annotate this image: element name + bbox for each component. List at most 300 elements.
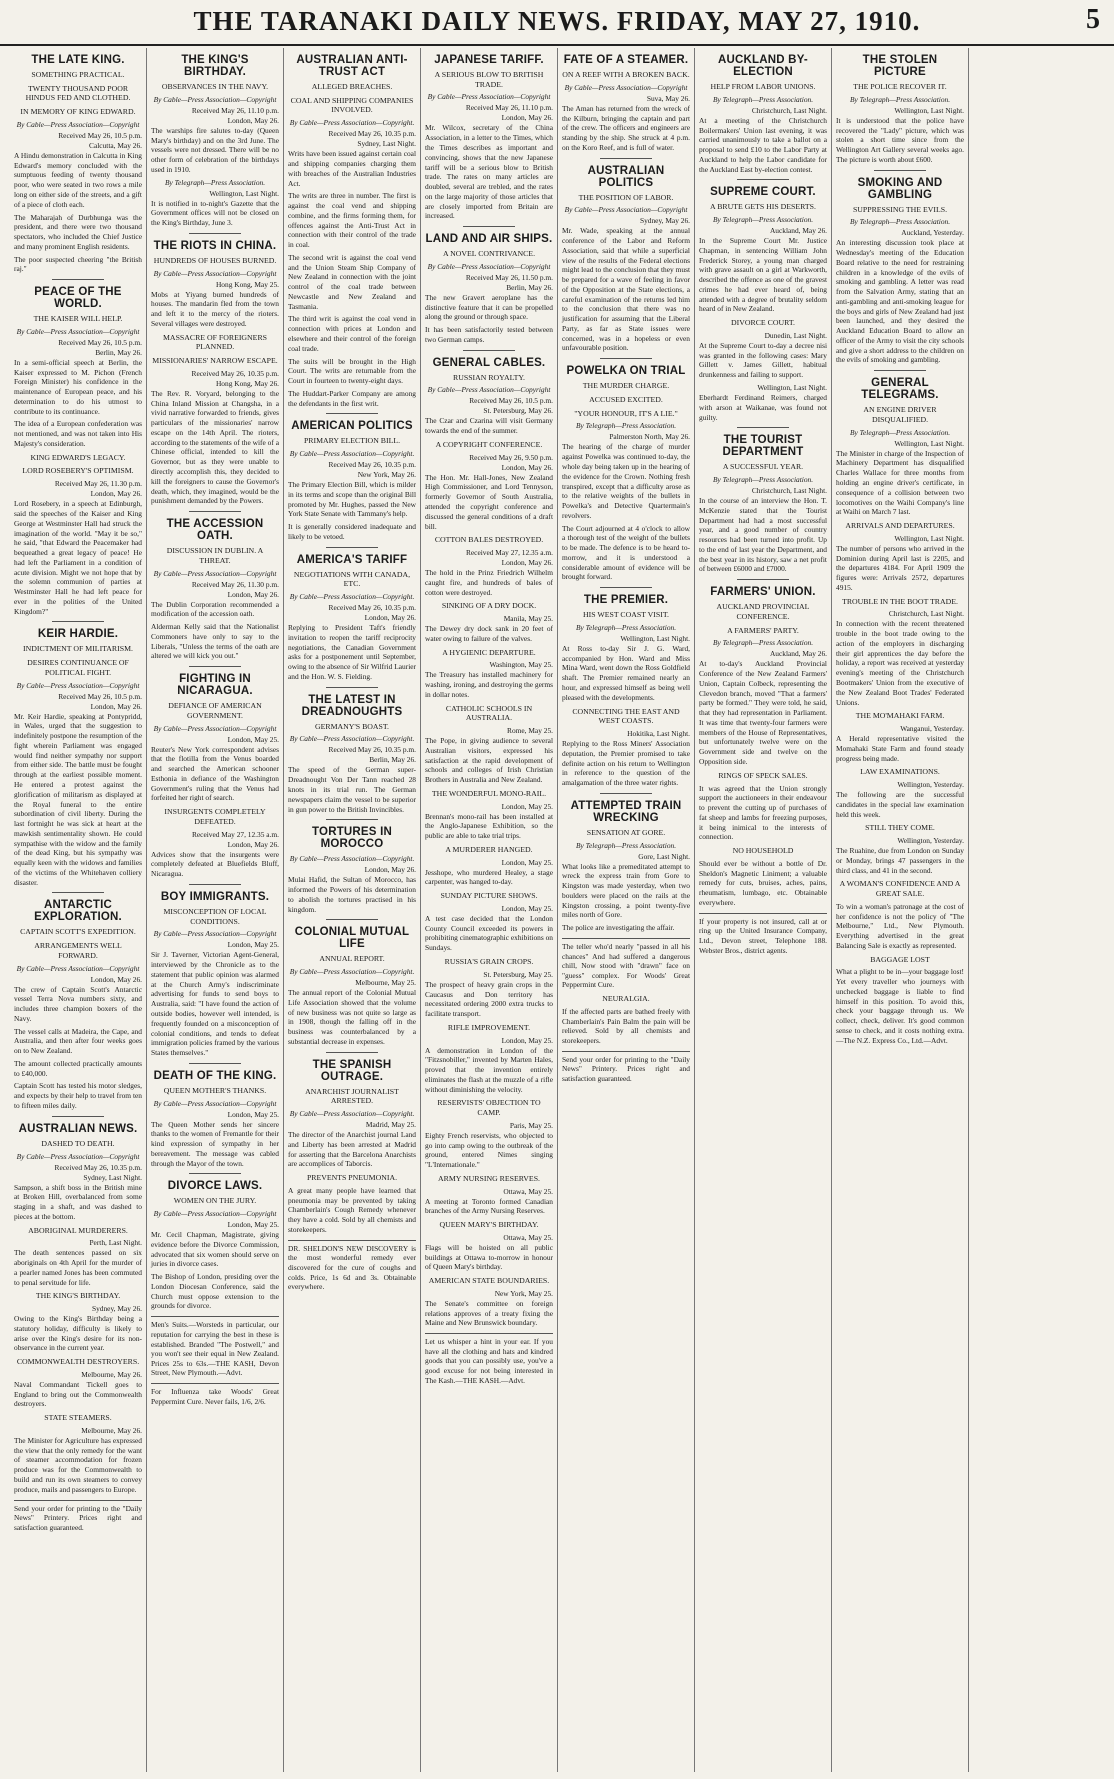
- section-divider: [737, 427, 788, 428]
- article-paragraph: The idea of a European confederation was not mentioned, and was not taken into His Majesty's consideration.: [14, 419, 142, 448]
- article-paragraph: It has been satisfactorily tested between two German camps.: [425, 325, 553, 344]
- article-headline: PEACE OF THE WORLD.: [34, 286, 122, 311]
- article-subheading: A BRUTE GETS HIS DESERTS.: [710, 202, 816, 212]
- article-headline: AMERICA'S TARIFF: [296, 553, 408, 566]
- column-7: [832, 48, 969, 1772]
- dateline: London, May 25.: [227, 940, 279, 950]
- article-paragraph: The Minister in charge of the Inspection of Machinery Department has disqualified Charles Wallace for three months from holding an engine driver's certificate, in consequence of a collision between two locomotives on the Waihi Company's line at Waihi on March 7 last.: [836, 448, 964, 517]
- article-headline: THE STOLEN PICTURE: [862, 54, 938, 78]
- dateline: Auckland, Yesterday.: [901, 228, 964, 238]
- article-subheading: CONNECTING THE EAST AND WEST COASTS.: [572, 706, 680, 726]
- dateline: Melbourne, May 26.: [81, 1425, 142, 1435]
- advertisement: The teller who'd nearly "passed in all his chances" And had suffered a dangerous chill, Now stood with "drawn" face on "guess" complex. For Woods' Great Peppermint Cure.: [562, 938, 690, 990]
- dateline: Sydney, Last Night.: [83, 1172, 142, 1182]
- dateline: London, May 26.: [90, 701, 142, 711]
- dateline: Gore, Last Night.: [638, 851, 690, 861]
- article-paragraph: Naval Commandant Tickell goes to England to bring out the Commonwealth destroyers.: [14, 1379, 142, 1409]
- article-headline: AUCKLAND BY-ELECTION: [718, 54, 808, 78]
- dateline: London, May 25.: [227, 1220, 279, 1230]
- dateline: London, May 26.: [227, 839, 279, 849]
- article-paragraph: The second writ is against the coal vend and the Union Steam Ship Company of New Zealand in connection with the joint control of the coal trade between Newcastle and New Zealand and Tasmania.: [288, 252, 416, 311]
- section-divider: [326, 919, 377, 920]
- dateline: Sydney, May 26.: [91, 1304, 142, 1314]
- byline: By Cable—Press Association—Copyright.: [289, 1109, 415, 1119]
- article-paragraph: The hold in the Prinz Friedrich Wilhelm caught fire, and hundreds of bales of cotton were destroyed.: [425, 568, 553, 597]
- dateline: Wellington, Last Night.: [209, 188, 279, 198]
- article-subheading: NEURALGIA.: [602, 994, 650, 1004]
- dateline: Berlin, May 26.: [506, 282, 553, 292]
- section-divider: [52, 279, 103, 280]
- article-subheading: THE MURDER CHARGE.: [582, 381, 670, 391]
- dateline: Auckland, May 26.: [769, 226, 827, 236]
- section-divider: [189, 233, 240, 234]
- article-headline: SMOKING AND GAMBLING: [857, 176, 943, 201]
- advertisement: Send your order for printing to the "Daily News" Printery. Prices right and satisfaction guaranteed.: [562, 1051, 690, 1084]
- article-subheading: ON A REEF WITH A BROKEN BACK.: [562, 70, 690, 79]
- article-subheading: THE KING'S BIRTHDAY.: [35, 1291, 121, 1301]
- byline: By Cable—Press Association—Copyright: [16, 963, 140, 973]
- article-paragraph: Eberhardt Ferdinand Reimers, charged with arson at Waikanae, was found not guilty.: [699, 392, 827, 422]
- dateline: London, May 25.: [227, 1109, 279, 1119]
- article-subheading: AUCKLAND PROVINCIAL CONFERENCE.: [716, 602, 810, 621]
- section-divider: [326, 1052, 377, 1053]
- article-paragraph: The Minister for Agriculture has expressed the view that the only remedy for the want of steamer accommodation for frozen produce was for the Commonwealth to build and run its own steamers to convey produce, mails and passengers to Europe.: [14, 1435, 142, 1494]
- article-paragraph: Should ever be without a bottle of Dr. Sheldon's Magnetic Liniment; a valuable remedy for cuts, bruises, aches, pains, rheumatism, lumbago, etc. Obtainable everywhere.: [699, 858, 827, 907]
- dateline: New York, May 25.: [494, 1288, 553, 1298]
- article-headline: TORTURES IN MOROCCO: [312, 826, 392, 851]
- article-headline: THE ACCESSION OATH.: [166, 518, 264, 543]
- article-headline: DEATH OF THE KING.: [153, 1069, 277, 1082]
- article-paragraph: The police are investigating the affair.: [562, 923, 675, 933]
- article-subheading: QUEEN MARY'S BIRTHDAY.: [439, 1220, 539, 1230]
- article-subheading: DASHED TO DEATH.: [41, 1138, 115, 1148]
- article-paragraph: The prospect of heavy grain crops in the Caucasus and Don territory has necessitated ordering 2000 extra trucks to facilitate transport.: [425, 979, 553, 1019]
- article-headline: GENERAL CABLES.: [432, 356, 546, 369]
- dateline: Sydney, Last Night.: [357, 139, 416, 149]
- dateline: Ottawa, May 25.: [503, 1232, 553, 1242]
- article-subheading: THE POLICE RECOVER IT.: [853, 82, 947, 91]
- article-subheading: RINGS OF SPECK SALES.: [718, 770, 808, 780]
- article-subheading: ARRIVALS AND DEPARTURES.: [845, 521, 955, 531]
- article-subheading: PREVENTS PNEUMONIA.: [306, 1173, 398, 1183]
- byline: By Cable—Press Association—Copyright: [153, 929, 277, 939]
- article-subheading: GERMANY'S BOAST.: [314, 721, 390, 731]
- article-paragraph: The Queen Mother sends her sincere thanks to the women of Fremantle for their kind expression of sympathy in her bereavement. The message was cabled through the Mayor of the town.: [151, 1119, 279, 1168]
- dateline: Hokitika, Last Night.: [627, 728, 690, 738]
- article-subheading: AN ENGINE DRIVER DISQUALIFIED.: [863, 405, 937, 424]
- article-paragraph: In the Supreme Court Mr. Justice Chapman, in sentencing William John Frederick Storey, a young man charged with grave assault on a girl at Warkworth, described the offence as one of the gravest crimes he had ever heard of, being attended with a degree of brutality seldom heard of in New Zealand.: [699, 236, 827, 314]
- article-paragraph: The Huddart-Parker Company are among the defendants in the first writ.: [288, 388, 416, 408]
- byline: By Telegraph—Press Association.: [575, 622, 677, 632]
- dateline: Washington, May 25.: [489, 660, 553, 670]
- dateline: London, May 26.: [501, 462, 553, 472]
- dateline: Berlin, May 26.: [95, 347, 142, 357]
- article-paragraph: Mr. Wade, speaking at the annual conference of the Labor and Reform Association, said that while a superficial view of the results of the Federal elections might lead to the conclusion that they must be prepared for a wave of feeling in favor of the Opposition at the State elections, a careful examination of the returns led him to the conclusion that there was no justification for assuming that the Liberal Party, as far as State issues were concerned, was in a hopeless or even unfavourable position.: [562, 226, 690, 353]
- dateline: Sydney, May 26.: [639, 216, 690, 226]
- article-subheading: IN MEMORY OF KING EDWARD.: [20, 107, 136, 117]
- dateline: Received May 26, 10.5 p.m.: [58, 337, 142, 347]
- dateline: Melbourne, May 25.: [355, 978, 416, 988]
- section-divider: [189, 884, 240, 885]
- article-subheading: ABORIGINAL MURDERERS.: [28, 1225, 128, 1235]
- dateline: St. Petersburg, May 25.: [483, 969, 553, 979]
- article-subheading: SUPPRESSING THE EVILS.: [852, 204, 948, 214]
- dateline: Received May 26, 10.35 p.m.: [328, 745, 416, 755]
- section-divider: [737, 179, 788, 180]
- article-subheading: A SUCCESSFUL YEAR.: [722, 462, 804, 472]
- article-subheading: STATE STEAMERS.: [44, 1413, 112, 1423]
- byline: By Cable—Press Association—Copyright: [427, 385, 551, 395]
- article-subheading: RESERVISTS' OBJECTION TO CAMP.: [437, 1098, 541, 1118]
- dateline: Received May 26, 10.35 p.m.: [191, 368, 279, 378]
- article-subheading: TROUBLE IN THE BOOT TRADE.: [842, 596, 958, 606]
- article-subheading: ARMY NURSING RESERVES.: [438, 1173, 540, 1183]
- article-headline: FATE OF A STEAMER.: [563, 54, 689, 66]
- article-paragraph: The new Gravert aeroplane has the distinctive feature that it can be propelled along the ground or through space.: [425, 292, 553, 322]
- byline: By Telegraph—Press Association.: [849, 427, 951, 437]
- article-headline: THE PREMIER.: [583, 594, 669, 607]
- byline: By Cable—Press Association—Copyright: [153, 1209, 277, 1219]
- dateline: London, May 25.: [501, 857, 553, 867]
- article-headline: AMERICAN POLITICS: [291, 420, 413, 433]
- column-5: [558, 48, 695, 1772]
- article-subheading: WOMEN ON THE JURY.: [173, 1196, 257, 1206]
- article-subheading: COAL AND SHIPPING COMPANIES INVOLVED.: [290, 95, 414, 115]
- article-subheading: A FARMERS' PARTY.: [727, 625, 799, 635]
- article-headline: AUSTRALIAN POLITICS: [587, 164, 665, 189]
- article-paragraph: The amount collected practically amounts to £40,000.: [14, 1058, 142, 1078]
- dateline: Received May 26, 10.5 p.m.: [469, 396, 553, 406]
- masthead: [0, 0, 1114, 46]
- article-subheading: RUSSIAN ROYALTY.: [453, 372, 525, 382]
- article-subheading: MISSIONARIES' NARROW ESCAPE.: [152, 356, 278, 366]
- article-subheading: MASSACRE OF FOREIGNERS PLANNED.: [163, 332, 267, 352]
- dateline: Auckland, May 26.: [769, 649, 827, 659]
- article-paragraph: Advices show that the insurgents were completely defeated at Bluefields Bluff, Nicaragua.: [151, 849, 279, 879]
- section-divider: [874, 170, 925, 171]
- section-divider: [600, 358, 651, 359]
- article-paragraph: The annual report of the Colonial Mutual Life Association showed that the volume of new business was not quite so large as in 1908, though the falling off in the business was counterbalanced by a substantial decrease in expenses.: [288, 988, 416, 1046]
- article-paragraph: Replying to President Taft's friendly invitation to reopen the tariff reciprocity negotiations, the Canadian Government asks for a postponement until September, owing to the absence of Sir Wilfrid Laurier and the Hon. W. S. Fielding.: [288, 623, 416, 681]
- byline: By Cable—Press Association—Copyright: [427, 261, 551, 271]
- dateline: Berlin, May 26.: [369, 755, 416, 765]
- article-headline: THE TOURIST DEPARTMENT: [722, 434, 804, 459]
- article-headline: THE KING'S BIRTHDAY.: [181, 54, 249, 78]
- byline: By Cable—Press Association—Copyright: [153, 723, 277, 733]
- section-divider: [600, 793, 651, 794]
- article-headline: FARMERS' UNION.: [710, 586, 816, 599]
- article-paragraph: What a plight to be in—your baggage lost! Yet every traveller who journeys with unchecked baggage is liable to find himself in this position. To avoid this, check your baggage through us. We collect, check, deliver. It's good common sense to check, and it costs nothing extra.—The N.Z. Express Co., Ltd.—Advt.: [836, 967, 964, 1045]
- byline: By Telegraph—Press Association.: [712, 475, 814, 485]
- article-subheading: INDICTMENT OF MILITARISM.: [23, 644, 133, 654]
- article-subheading: THE MO'MAHAKI FARM.: [855, 711, 945, 721]
- section-divider: [52, 1116, 103, 1117]
- article-paragraph: The Court adjourned at 4 o'clock to allow a thorough test of the weight of the bullets to be made. The defence is to be heard to-morrow, and it is understood a considerable amount of evidence will be brought forward.: [562, 523, 690, 582]
- article-paragraph: In connection with the recent threatened trouble in the boot trade owing to the action of the employers in discharging their girl apprentices the day before the holiday, a report was received at yesterday evening's meeting of the Christchurch Bootmakers' Union from the executive of the New Zealand Boot Trades' Federated Unions.: [836, 619, 964, 707]
- article-headline: ANTARCTIC EXPLORATION.: [34, 899, 122, 924]
- section-divider: [463, 226, 514, 227]
- article-subheading: HELP FROM LABOR UNIONS.: [710, 82, 816, 91]
- article-paragraph: The Senate's committee on foreign relations approves of a treaty fixing the Maine and New Brunswick boundary.: [425, 1298, 553, 1328]
- article-paragraph: Flags will be hoisted on all public buildings at Ottawa to-morrow in honour of Queen Mary's birthday.: [425, 1242, 553, 1272]
- article-subheading: SINKING OF A DRY DOCK.: [441, 601, 537, 611]
- dateline: London, May 25.: [501, 801, 553, 811]
- dateline: Ottawa, May 25.: [503, 1186, 553, 1196]
- byline: By Telegraph—Press Association.: [164, 177, 266, 187]
- dateline: Calcutta, May 26.: [89, 140, 142, 150]
- advertisement: If your property is not insured, call at or ring up the United Insurance Company, Ltd., Devon street, Telephone 188. Webster Bros., district agents.: [699, 913, 827, 956]
- dateline: Palmerston North, May 26.: [609, 432, 690, 442]
- section-divider: [326, 413, 377, 414]
- article-subheading: A MURDERER HANGED.: [445, 844, 533, 854]
- dateline: Received May 27, 12.35 a.m.: [465, 548, 553, 558]
- article-subheading: A HYGIENIC DEPARTURE.: [442, 647, 536, 657]
- article-paragraph: Lord Rosebery, in a speech at Edinburgh, said the speeches of the Kaiser and King George at Westminster Hall had struck the imagination of the world. "May it be so," he said, "that Edward the Peacemaker had bequeathed a great legacy of peace! He had left the Parliament in a condition of acute division. Might we not hope that by the solemn communion of parties at Westminster Hall he had left peace for ever in the polities of the United Kingdom?": [14, 499, 142, 616]
- dateline: Christchurch, Last Night.: [751, 486, 827, 496]
- article-paragraph: To win a woman's patronage at the cost of her confidence is not the policy of "The Melbourne," Ltd., New Plymouth. Everything advertised in the great Balancing Sale is exactly as represented.: [836, 901, 964, 950]
- dateline: Christchurch, Last Night.: [888, 609, 964, 619]
- article-paragraph: Sampson, a shift boss in the British mine at Broken Hill, overbalanced from some staging in a shaft, and was dashed to pieces at the bottom.: [14, 1182, 142, 1221]
- article-subheading: AMERICAN STATE BOUNDARIES.: [428, 1276, 550, 1286]
- article-paragraph: A demonstration in London of the "Fitzsnobiller," invented by Marten Hales, proved that the invention entirely eliminates the flash at the muzzle of a rifle without diminishing the velocity.: [425, 1045, 553, 1094]
- article-paragraph: It is notified in to-night's Gazette that the Government offices will not be closed on the King's Birthday, June 3.: [151, 198, 279, 228]
- byline: By Cable—Press Association—Copyright.: [289, 592, 415, 602]
- article-paragraph: The Ruahine, due from London on Sunday or Monday, brings 47 passengers in the third class, and 41 in the second.: [836, 846, 964, 875]
- article-paragraph: At to-day's Auckland Provincial Conference of the New Zealand Farmers' Union, Captain Colbeck, representing the Clevedon branch, moved "That a farmers' party be formed." They were told, he said, that they had representation in Parliament. It was time that twenty-four farmers were members of the House of Representatives, but unfortunately twelve were on the Government side and twelve on the Opposition side.: [699, 659, 827, 766]
- article-subheading: HIS WEST COAST VISIT.: [583, 610, 669, 620]
- article-subheading: QUEEN MOTHER'S THANKS.: [163, 1085, 267, 1095]
- article-subheading: DEFIANCE OF AMERICAN GOVERNMENT.: [168, 701, 262, 720]
- section-divider: [52, 892, 103, 893]
- dateline: Received May 27, 12.35 a.m.: [191, 829, 279, 839]
- article-subheading: A SERIOUS BLOW TO BRITISH TRADE.: [434, 70, 544, 89]
- column-6: [695, 48, 832, 1772]
- article-subheading: PRIMARY ELECTION BILL.: [303, 436, 401, 446]
- article-subheading: HUNDREDS OF HOUSES BURNED.: [153, 255, 277, 265]
- dateline: Madrid, May 25.: [365, 1120, 416, 1130]
- article-paragraph: In the course of an interview the Hon. T. McKenzie stated that the Tourist Department had had a most successful year, and a good number of country resources had been turned into profit. Up to the end of last year the Department, and the best year in its history, saw a net profit of between £6000 and £7000.: [699, 496, 827, 574]
- article-subheading: DISCUSSION IN DUBLIN. A THREAT.: [166, 546, 264, 565]
- columns-container: [10, 48, 1106, 1772]
- article-paragraph: The death sentences passed on six aboriginals on 4th April for the murder of a pearler named Jones has been commuted to penal servitude for life.: [14, 1248, 142, 1287]
- article-paragraph: It is understood that the police have recovered the "Lady" picture, which was stolen a short time since from the Wellington Art Gallery several weeks ago. The picture is worth about £600.: [836, 115, 964, 164]
- advertisement: DR. SHELDON'S NEW DISCOVERY is the most wonderful remedy ever discovered for the cure of coughs and colds. Price, 1s 6d and 3s. Obtainable everywhere.: [288, 1240, 416, 1292]
- dateline: Received May 26, 11.30 p.m.: [191, 579, 279, 589]
- article-paragraph: The Hon. Mr. Hall-Jones, New Zealand High Commissioner, and Lord Tennyson, formerly Governor of South Australia, attended the copyright conference and discussed the general conditions of a draft bill.: [425, 472, 553, 531]
- dateline: Dunedin, Last Night.: [764, 330, 827, 340]
- dateline: Received May 26, 9.50 p.m.: [469, 452, 553, 462]
- newspaper-title: THE TARANAKI DAILY NEWS. FRIDAY, MAY 27, 1910.: [193, 6, 921, 36]
- article-paragraph: The Maharajah of Durbhunga was the president, and there were two thousand spectators, who included the Chief Justice and many prominent English residents.: [14, 212, 142, 251]
- article-paragraph: The number of persons who arrived in the Dominion during April last is 2205, and the departures 4184. For April 1909 the figures were: Arrivals 2572, departures 4915.: [836, 543, 964, 592]
- article-paragraph: An interesting discussion took place at Wednesday's meeting of the Education Board relative to the need for restraining children in a knowledge of the evils of smoking and gambling. A letter was read from the Salvation Army, stating that an anti-gambling and anti-smoking league for the boys and girls of New Zealand had just been launched, and they desired the Auckland Education Board to allow an officer of the Army to visit the city schools and give a short address to the children on the evils of smoking and gambling.: [836, 238, 964, 365]
- article-paragraph: The Aman has returned from the wreck of the Kilburn, bringing the captain and part of the crew. The officers and engineers are standing by the ship. She struck at 4 p.m. on the Koro Reef, and is full of water.: [562, 103, 690, 152]
- dateline: Received May 26, 11.10 p.m.: [191, 105, 279, 115]
- article-headline: DIVORCE LAWS.: [167, 1180, 263, 1193]
- byline: By Cable—Press Association—Copyright.: [289, 734, 415, 744]
- dateline: St. Petersburg, May 26.: [483, 406, 553, 416]
- article-paragraph: Brennan's mono-rail has been installed at the Anglo-Japanese Exhibition, so the public are able to take trial trips.: [425, 811, 553, 841]
- dateline: Wellington, Last Night.: [894, 438, 964, 448]
- article-paragraph: What looks like a premeditated attempt to wreck the express train from Gore to Kingston was made yesterday, when two boulders were placed on the rails at the Kingston crossing, a point twenty-five miles north of Gore.: [562, 861, 690, 920]
- article-subheading: KING EDWARD'S LEGACY.: [30, 452, 126, 462]
- article-paragraph: The Rev. R. Voryard, belonging to the China Inland Mission at Changsha, in a vivid narrative forwarded to friends, gives particulars of the missionaries' narrow escape on the 14th April. The rioters, according to the statements of the wife of a Chinese official, intended to kill the Governor, but as they were unable to directly accomplish this, they decided to kill the foreigners to cause the Governor's death, which, they imagined, would be the punishment demanded by the Powers.: [151, 388, 279, 506]
- article-paragraph: The Treasury has installed machinery for washing, ironing, and destroying the germs in dollar notes.: [425, 670, 553, 699]
- dateline: Suva, May 26.: [646, 93, 690, 103]
- dateline: Received May 26, 10.5 p.m.: [58, 691, 142, 701]
- byline: By Telegraph—Press Association.: [849, 217, 951, 227]
- byline: By Telegraph—Press Association.: [712, 94, 814, 104]
- article-paragraph: It was agreed that the Union strongly support the auctioneers in their endeavour to prevent the cutting up of purchases of fat sheep and lambs for freezing purposes, it being inimical to the interests of connection.: [699, 783, 827, 842]
- article-subheading: ARRANGEMENTS WELL FORWARD.: [34, 941, 122, 960]
- article-subheading: THE POSITION OF LABOR.: [578, 192, 674, 202]
- column-2: [147, 48, 284, 1772]
- byline: By Telegraph—Press Association.: [849, 94, 951, 104]
- byline: By Cable—Press Association—Copyright: [16, 119, 140, 129]
- dateline: Received May 26, 10.35 p.m.: [328, 603, 416, 613]
- byline: By Cable—Press Association—Copyright: [16, 680, 140, 690]
- article-subheading: SUNDAY PICTURE SHOWS.: [440, 891, 538, 901]
- article-paragraph: A Herald representative visited the Momahaki State Farm and found steady progress being made.: [836, 734, 964, 763]
- section-divider: [737, 579, 788, 580]
- article-headline: THE LATEST IN DREADNOUGHTS: [301, 693, 403, 718]
- article-paragraph: If the affected parts are bathed freely with Chamberlain's Pain Balm the pain will be relieved. Sold by all chemists and storekeepers.: [562, 1006, 690, 1046]
- byline: By Cable—Press Association—Copyright.: [289, 118, 415, 128]
- article-paragraph: Eighty French reservists, who objected to go into camp owing to the outbreak of the ground, entered Nimes singing "L'Internationale.": [425, 1130, 553, 1170]
- article-subheading: STILL THEY COME.: [865, 823, 935, 833]
- article-paragraph: A great many people have learned that pneumonia may be prevented by taking Chamberlain's Cough Remedy whenever they have a cold. Sold by all chemists and storekeepers.: [288, 1185, 416, 1235]
- dateline: Paris, May 25.: [509, 1120, 553, 1130]
- article-subheading: ALLEGED BREACHES.: [311, 82, 393, 91]
- article-paragraph: The Dewey dry dock sank in 20 feet of water owing to failure of the valves.: [425, 624, 553, 643]
- article-paragraph: The writs are three in number. The first is against the coal vend and shipping combine, and the firms forming them, for offences against the Anti-Trust Act in connection with their control of the trade in coal.: [288, 191, 416, 250]
- section-divider: [326, 819, 377, 820]
- section-divider: [52, 621, 103, 622]
- dateline: Manila, May 25.: [503, 614, 553, 624]
- dateline: Christchurch, Last Night.: [751, 105, 827, 115]
- byline: By Cable—Press Association—Copyright: [427, 92, 551, 102]
- dateline: Wellington, Yesterday.: [897, 836, 964, 846]
- section-divider: [189, 666, 240, 667]
- dateline: Hong Kong, May 26.: [215, 378, 279, 388]
- byline: By Cable—Press Association—Copyright: [564, 82, 688, 92]
- article-paragraph: Captain Scott has tested his motor sledges, and expects by their help to travel from ten to fifteen miles daily.: [14, 1081, 142, 1111]
- section-divider: [463, 350, 514, 351]
- section-divider: [189, 1063, 240, 1064]
- article-subheading: DIVORCE COURT.: [731, 318, 795, 328]
- advertisement: Let us whisper a hint in your ear. If you have all the clothing and hats and kindred goods that you can possibly use, you've a good excuse for not being interested in The Kash.—THE KASH.—Advt.: [425, 1333, 553, 1385]
- dateline: Received May 26, 10.35 p.m.: [328, 460, 416, 470]
- article-subheading: ACCUSED EXCITED.: [589, 394, 663, 404]
- article-subheading: COTTON BALES DESTROYED.: [434, 535, 544, 545]
- article-subheading: CATHOLIC SCHOOLS IN AUSTRALIA.: [445, 703, 533, 723]
- dateline: Wanganui, Yesterday.: [900, 724, 964, 733]
- article-paragraph: The hearing of the charge of murder against Powelka was continued to-day, the whole day being taken up in the hearing of the evidence for the Crown. Nothing fresh transpired, except that a difficulty arose as to the relative weights of the bullets in Powelka's and Detective Quartermain's revolvers.: [562, 442, 690, 520]
- dateline: London, May 26.: [501, 113, 553, 123]
- byline: By Cable—Press Association—Copyright: [153, 568, 277, 578]
- dateline: Wellington, Yesterday.: [897, 780, 964, 790]
- article-subheading: THE WONDERFUL MONO-RAIL.: [431, 788, 547, 798]
- dateline: London, May 26.: [90, 974, 142, 984]
- byline: By Cable—Press Association—Copyright: [153, 1098, 277, 1108]
- article-paragraph: Mobs at Yiyang burned hundreds of houses. The mandarin fled from the town and left it to the mercy of the rioters. Several villages were destroyed.: [151, 289, 279, 328]
- article-headline: COLONIAL MUTUAL LIFE: [294, 926, 410, 951]
- article-headline: THE LATE KING.: [31, 54, 125, 66]
- article-paragraph: The third writ is against the coal vend in connection with prices at London and elsewhere and their control of the foreign coal trade.: [288, 314, 416, 353]
- advertisement: Send your order for printing to the "Daily News" Printery. Prices right and satisfaction guaranteed.: [14, 1500, 142, 1533]
- article-headline: LAND AND AIR SHIPS.: [425, 233, 553, 246]
- dateline: Melbourne, May 26.: [81, 1369, 142, 1379]
- article-headline: BOY IMMIGRANTS.: [160, 890, 270, 903]
- dateline: Received May 26, 10.35 p.m.: [328, 129, 416, 139]
- article-paragraph: The warships fire salutes to-day (Queen Mary's birthday) and on the 3rd June. The vessels were not dressed. There will be no other form of celebration of the birthdays used in 1910.: [151, 125, 279, 174]
- article-paragraph: Mr. Keir Hardie, speaking at Pontypridd, in Wales, urged that the suggestion to indefinitely postpone the resumption of the fight wherein Parliament was engaged would find neither sympathy nor support from either side. The battle must be fought through at the earliest possible moment. He entered a protest against the glorification of militarism as displayed at the Royal funeral to the entire subordination of civil liberty. During the last fortnight he was sick at heart at the mawkish sentimentality shown. He could sympathise with the widow and the family of the dead King, but his sympathy was equally keen with the widows and families of the victims of the Whitehaven colliery disaster.: [14, 711, 142, 887]
- section-divider: [189, 511, 240, 512]
- byline: By Telegraph—Press Association.: [575, 421, 677, 431]
- article-paragraph: The Dublin Corporation recommended a modification of the accession oath.: [151, 599, 279, 619]
- article-paragraph: The crew of Captain Scott's Antarctic vessel Terra Nova numbers sixty, and includes three champion boxers of the Navy.: [14, 984, 142, 1023]
- section-divider: [600, 587, 651, 588]
- article-paragraph: At Ross to-day Sir J. G. Ward, accompanied by Hon. Ward and Miss Mina Ward, went down the Ross Goldfield shaft. The Premier remained nearly an hour, and expressed himself as being well pleased with the developments.: [562, 643, 690, 702]
- article-paragraph: The Primary Election Bill, which is milder in its terms and scope than the original Bill promoted by Mr. Hughes, passed the New York State Senate with Tammany's help.: [288, 480, 416, 519]
- article-subheading: DESIRES CONTINUANCE OF POLITICAL FIGHT.: [27, 658, 129, 677]
- dateline: Received May 26, 10.5 p.m.: [58, 130, 142, 140]
- article-headline: THE RIOTS IN CHINA.: [153, 239, 277, 252]
- byline: By Cable—Press Association—Copyright: [153, 94, 277, 104]
- article-subheading: SOMETHING PRACTICAL.: [31, 70, 125, 79]
- article-subheading: RUSSIA'S GRAIN CROPS.: [444, 957, 534, 966]
- dateline: Received May 26, 11.10 p.m.: [465, 103, 553, 113]
- article-subheading: TWENTY THOUSAND POOR HINDUS FED AND CLOTHED.: [25, 83, 131, 103]
- article-subheading: SENSATION AT GORE.: [586, 827, 666, 837]
- dateline: London, May 26.: [501, 558, 553, 568]
- dateline: Wellington, Last Night.: [757, 382, 827, 392]
- article-subheading: LORD ROSEBERY'S OPTIMISM.: [22, 466, 134, 476]
- section-divider: [326, 547, 377, 548]
- article-subheading: THE KAISER WILL HELP.: [33, 314, 123, 324]
- article-subheading: COMMONWEALTH DESTROYERS.: [16, 1357, 140, 1367]
- dateline: London, May 25.: [227, 734, 279, 744]
- article-paragraph: The Czar and Czarina will visit Germany towards the end of the summer.: [425, 416, 553, 436]
- dateline: Wellington, Last Night.: [894, 533, 964, 543]
- article-headline: POWELKA ON TRIAL: [566, 365, 686, 378]
- article-paragraph: It is generally considered inadequate and likely to be vetoed.: [288, 522, 416, 541]
- article-paragraph: Mulai Hafid, the Sultan of Morocco, has informed the Powers of his determination to abolish the tortures practised in his kingdom.: [288, 875, 416, 914]
- article-paragraph: Writs have been issued against certain coal and shipping companies charging them with breaches of the Australian Industries Act.: [288, 149, 416, 188]
- byline: By Cable—Press Association—Copyright: [153, 268, 277, 278]
- dateline: Received May 26, 11.30 p.m.: [54, 479, 142, 489]
- section-divider: [189, 1173, 240, 1174]
- byline: By Cable—Press Association—Copyright.: [289, 449, 415, 459]
- article-paragraph: The speed of the German super-Dreadnought Von Der Tann reached 28 knots in its trial run. The German newspapers claim the vessel to be superior in gun power to the British Invincibles.: [288, 765, 416, 814]
- article-subheading: "YOUR HONOUR, IT'S A LIE.": [574, 408, 678, 418]
- article-paragraph: Sir J. Taverner, Victorian Agent-General, interviewed by the Chronicle as to the statement that public opinion was alarmed at the Church Army's indiscriminate advertising for funds to send boys to Australia, said: "I have found the action of outside bodies, however well intended, is frequently founded on a misconception of colonial conditions, and tends to defeat immigration policies framed by the various States themselves.": [151, 950, 279, 1058]
- article-paragraph: The vessel calls at Madeira, the Cape, and Australia, and then after four weeks goes on to New Zealand.: [14, 1026, 142, 1056]
- article-paragraph: Reuter's New York correspondent advises that the flotilla from the Venus boarded and searched the American schooner Esthonia in defiance of the Washington Government's ruling that the Venus had forfeited her right of search.: [151, 744, 279, 803]
- article-paragraph: In a semi-official speech at Berlin, the Kaiser expressed to M. Pichon (French Foreign Minister) his confidence in the maintenance of European peace, and his determination to do his utmost to contribute to its continuance.: [14, 357, 142, 416]
- article-paragraph: Owing to the King's Birthday being a statutory holiday, difficulty is likely to arise over the King's desire for its non-observance in the current year.: [14, 1314, 142, 1353]
- dateline: London, May 26.: [227, 115, 279, 125]
- dateline: Hong Kong, May 25.: [215, 279, 279, 289]
- article-subheading: ANNUAL REPORT.: [319, 954, 385, 964]
- article-headline: FIGHTING IN NICARAGUA.: [177, 673, 253, 698]
- dateline: London, May 26.: [227, 589, 279, 599]
- article-paragraph: The following are the successful candidates in the special law examination held this week.: [836, 790, 964, 819]
- article-paragraph: Jesshope, who murdered Healey, a stage carpenter, was hanged to-day.: [425, 867, 553, 887]
- page-number: 5: [1086, 4, 1100, 35]
- dateline: Wellington, Last Night.: [620, 633, 690, 643]
- article-subheading: OBSERVANCES IN THE NAVY.: [161, 82, 269, 91]
